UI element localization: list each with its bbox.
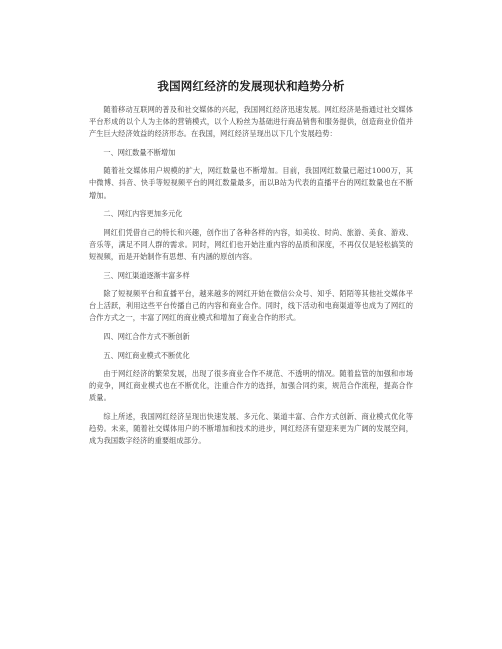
section-body-1: 随着社交媒体用户规模的扩大，网红数量也不断增加。目前，我国网红数量已超过1000万，其中微博、抖音、快手等短视频平台的网红数量最多，而以B站为代表的直播平台的网红数量也在不断增加。 [89, 166, 413, 200]
section-body-3: 除了短视频平台和直播平台，越来越多的网红开始在微信公众号、知乎、陌陌等其他社交媒体平台上活跃，利用这些平台传播自己的内容和商业合作。同时，线下活动和电商渠道等也成为了网红的合作方式之一，丰富了网红的商业模式和增加了商业合作的形式。 [89, 289, 413, 323]
section-heading-4: 四、网红合作方式不断创新 [103, 331, 190, 341]
document-title: 我国网红经济的发展现状和趋势分析 [157, 79, 345, 93]
section-body-2: 网红们凭借自己的特长和兴趣，创作出了各种各样的内容，如美妆、时尚、旅游、美食、游戏、音乐等，满足不同人群的需求。同时，网红们也开始注重内容的品质和深度，不再仅仅是轻松搞笑的短视频，而是开始制作有思想、有内涵的原创内容。 [89, 227, 413, 261]
section-body-5: 由于网红经济的繁荣发展，出现了很多商业合作不规范、不透明的情况。随着监管的加强和市场的竞争，网红商业模式也在不断优化，注重合作方的选择，加强合同约束，规范合作流程，提高合作质量。 [89, 369, 413, 403]
document-content [89, 78, 413, 447]
conclusion-paragraph: 综上所述，我国网红经济呈现出快速发展、多元化、渠道丰富、合作方式创新、商业模式优化等趋势。未来，随着社交媒体用户的不断增加和技术的进步，网红经济有望迎来更为广阔的发展空间，成为我国数字经济的重要组成部分。 [89, 411, 413, 446]
section-heading-1: 一、网红数量不断增加 [103, 147, 176, 157]
section-heading-5: 五、网红商业模式不断优化 [103, 350, 190, 360]
section-heading-2: 二、网红内容更加多元化 [103, 209, 183, 219]
intro-paragraph: 随着移动互联网的普及和社交媒体的兴起，我国网红经济迅速发展。网红经济是指通过社交媒体平台形成的以个人为主体的营销模式，以个人粉丝为基础进行商品销售和服务提供，创造商业价值并产生巨大经济效益的经济形态。在我国，网红经济呈现出以下几个发展趋势： [89, 105, 413, 139]
section-heading-3: 三、网红渠道逐渐丰富多样 [103, 270, 190, 280]
